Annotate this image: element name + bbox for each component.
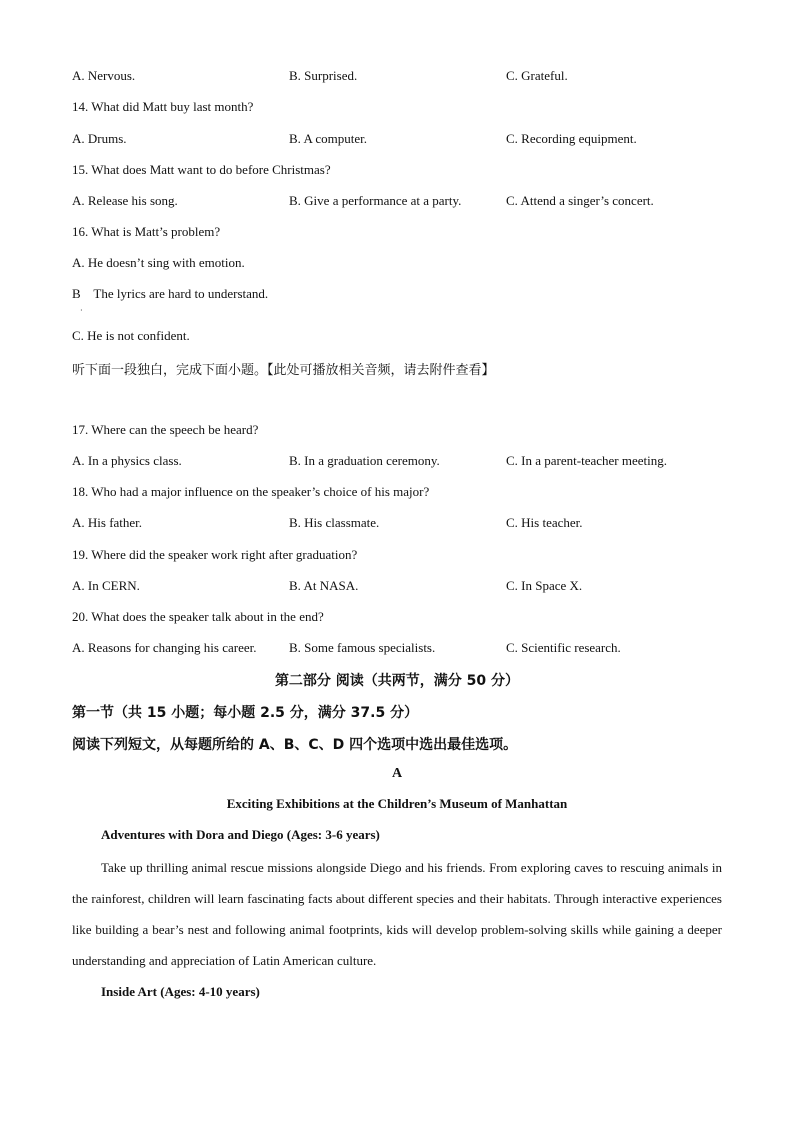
exhibit1-heading: Adventures with Dora and Diego (Ages: 3-6 years) — [101, 827, 380, 842]
q19-stem: 19. Where did the speaker work right after graduation? — [72, 547, 358, 562]
q16-stem: 16. What is Matt’s problem? — [72, 224, 221, 239]
q16-option-b: B The lyrics are hard to understand. — [72, 286, 269, 301]
q18-stem: 18. Who had a major influence on the speaker’s choice of his major? — [72, 484, 430, 499]
q16-option-c: C. He is not confident. — [72, 328, 190, 343]
q13-option-a: A. Nervous. — [72, 68, 136, 83]
q14-option-a: A. Drums. — [72, 131, 127, 146]
q20-stem: 20. What does the speaker talk about in the end? — [72, 609, 324, 624]
part2-title: 第二部分 阅读（共两节，满分 50 分） — [274, 673, 520, 689]
q20-option-b: B. Some famous specialists. — [289, 640, 436, 655]
q16-option-a: A. He doesn’t sing with emotion. — [72, 255, 245, 270]
q20-option-c: C. Scientific research. — [506, 640, 621, 655]
passage-letter: A — [391, 766, 403, 781]
q18-option-a: A. His father. — [72, 515, 143, 530]
q14-option-b: B. A computer. — [289, 131, 367, 146]
reading-instruction: 阅读下列短文，从每题所给的 A、B、C、D 四个选项中选出最佳选项。 — [72, 737, 518, 753]
exhibit2-heading: Inside Art (Ages: 4-10 years) — [101, 984, 260, 999]
q15-stem: 15. What does Matt want to do before Christmas? — [72, 162, 331, 177]
listening-instruction: 听下面一段独白，完成下面小题。【此处可播放相关音频，请去附件查看】 — [72, 363, 495, 378]
q14-option-c: C. Recording equipment. — [506, 131, 637, 146]
q19-option-b: B. At NASA. — [289, 578, 359, 593]
passage-title: Exciting Exhibitions at the Children’s Museum of Manhattan — [226, 796, 568, 811]
q15-option-c: C. Attend a singer’s concert. — [506, 193, 654, 208]
q15-option-a: A. Release his song. — [72, 193, 178, 208]
q19-option-c: C. In Space X. — [506, 578, 583, 593]
q20-option-a: A. Reasons for changing his career. — [72, 640, 257, 655]
q17-option-a: A. In a physics class. — [72, 453, 182, 468]
exhibit1-paragraph: Take up thrilling animal rescue missions alongside Diego and his friends. From exploring caves to rescuing animals in the rainforest, children will learn fascinating facts about different species and their habitats. Through interactive experiences like building a bear’s nest and following animal footprints, kids will develop problem-solving skills while gaining a deeper understanding and appreciation of Latin American culture. — [72, 860, 722, 968]
q17-stem: 17. Where can the speech be heard? — [72, 422, 259, 437]
q18-option-b: B. His classmate. — [289, 515, 380, 530]
q14-stem: 14. What did Matt buy last month? — [72, 99, 254, 114]
q18-option-c: C. His teacher. — [506, 515, 583, 530]
q13-option-c: C. Grateful. — [506, 68, 568, 83]
q17-option-b: B. In a graduation ceremony. — [289, 453, 440, 468]
q17-option-c: C. In a parent-teacher meeting. — [506, 453, 667, 468]
stray-dot: · — [80, 306, 83, 315]
q15-option-b: B. Give a performance at a party. — [289, 193, 462, 208]
section1-title: 第一节（共 15 小题；每小题 2.5 分，满分 37.5 分） — [72, 705, 419, 721]
q13-option-b: B. Surprised. — [289, 68, 358, 83]
q19-option-a: A. In CERN. — [72, 578, 140, 593]
